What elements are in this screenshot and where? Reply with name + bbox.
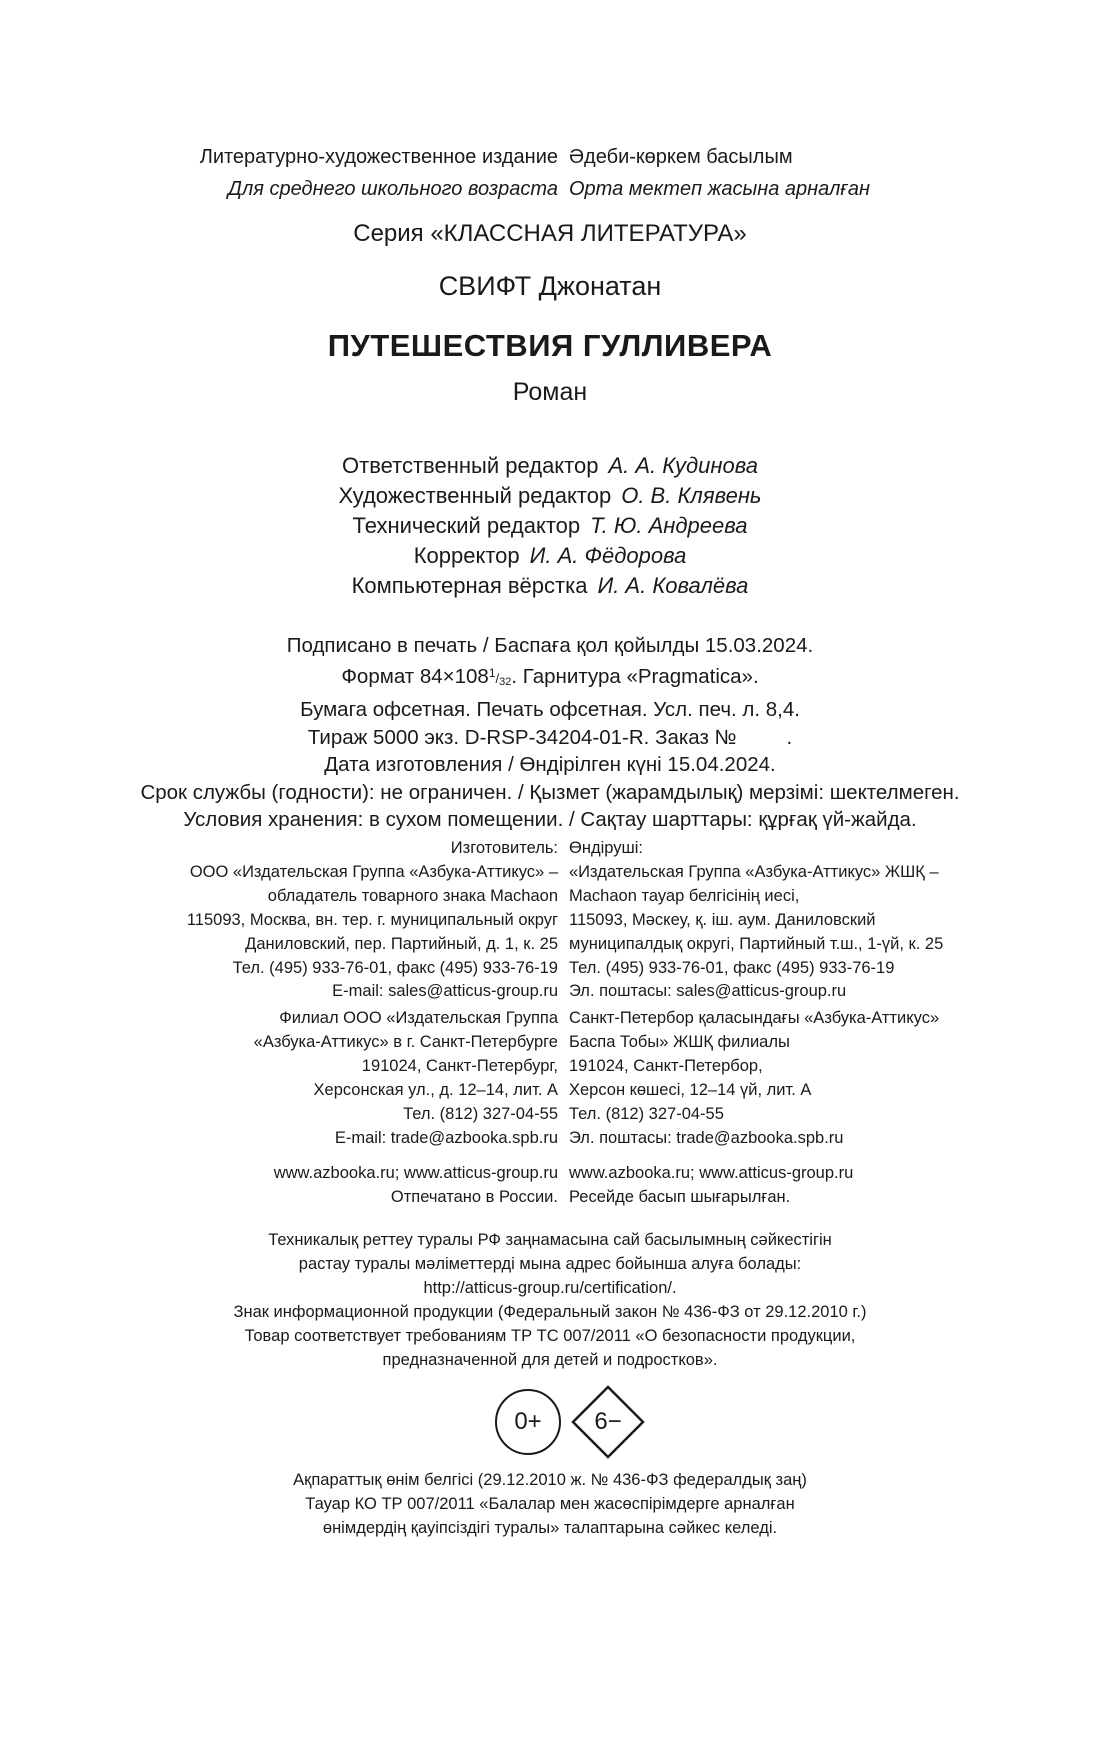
info-line: өнімдердің қауіпсіздігі туралы» талаптарына сәйкес келеді. [322, 1519, 778, 1537]
branch-line: Филиал ООО «Издательская Группа [279, 1009, 558, 1027]
format-text: Формат 84×108 [341, 664, 489, 688]
print-run-text: Тираж 5000 экз. D-RSP-34204-01-R. Заказ № [307, 725, 737, 749]
age-group-row [0, 173, 1100, 205]
info-line: Тауар КО ТР 007/2011 «Балалар мен жасөспірімдерге арналған [305, 1495, 795, 1513]
age-group-kz: Орта мектеп жасына арналған [569, 178, 871, 200]
branch-block [0, 1007, 1100, 1150]
editor-person: О. В. Клявень [621, 483, 762, 508]
web-block [0, 1162, 1100, 1210]
editor-role: Художественный редактор [338, 483, 612, 508]
manufacturer-ru [0, 837, 569, 1004]
certification-line: растау туралы мәліметтерді мына адрес бойынша алуға болады: [298, 1255, 802, 1273]
branch-ru [0, 1007, 569, 1150]
editor-person: Т. Ю. Андреева [590, 513, 748, 538]
branch-email: E-mail: trade@azbooka.spb.ru [334, 1128, 558, 1147]
website-links: www.azbooka.ru; www.atticus-group.ru [569, 1164, 854, 1182]
author-name: СВИФТ Джонатан [438, 271, 662, 301]
branch-line: Тел. (812) 327-04-55 [569, 1104, 724, 1123]
diamond-label: 6− [594, 1408, 622, 1435]
branch-line: «Азбука-Аттикус» в г. Санкт-Петербурге [253, 1032, 558, 1051]
editor-person: А. А. Кудинова [608, 453, 758, 478]
format-denominator: 32 [499, 675, 512, 688]
info-line: Товар соответствует требованиям ТР ТС 007/2011 «О безопасности продукции, [244, 1327, 856, 1345]
editor-role: Технический редактор [352, 513, 581, 538]
editor-person: И. А. Фёдорова [529, 543, 687, 568]
editor-role: Компьютерная вёрстка [351, 573, 588, 598]
editor-role: Корректор [413, 543, 520, 568]
format-line [0, 660, 1100, 697]
printed-in: Отпечатано в России. [390, 1187, 558, 1206]
manufacturer-kz [569, 837, 1100, 1004]
editor-role: Ответственный редактор [342, 453, 599, 478]
edition-type-ru: Литературно-художественное издание [199, 146, 558, 168]
branch-line: Тел. (812) 327-04-55 [403, 1104, 558, 1123]
manufacturer-line: 115093, Мәскеу, қ. іш. аум. Даниловский [569, 910, 876, 929]
manufacturer-line: Изготовитель: [450, 839, 558, 857]
age-rating-diamond [570, 1384, 646, 1460]
print-run-line [0, 724, 1100, 752]
book-title: ПУТЕШЕСТВИЯ ГУЛЛИВЕРА [327, 328, 773, 363]
format-fraction: $^1/_{32}$ [488, 665, 512, 688]
branch-line: Херсон көшесі, 12–14 үй, лит. А [569, 1080, 812, 1099]
web-ru [0, 1162, 569, 1210]
branch-email: Эл. поштасы: trade@azbooka.spb.ru [569, 1128, 844, 1147]
info-product-kz [0, 1468, 1100, 1540]
edition-type-kz: Әдеби-көркем басылым [569, 146, 793, 168]
manufacture-date: Дата изготовления / Өндірілген күні 15.04.2024. [324, 753, 776, 776]
editor-line [0, 571, 1100, 601]
age-rating-circle: 0+ [495, 1389, 561, 1455]
technical-info [0, 632, 1100, 834]
info-product-ru [0, 1300, 1100, 1372]
editors-list [0, 451, 1100, 601]
age-rating-marks [495, 1384, 665, 1464]
branch-line: 191024, Санкт-Петербург, [361, 1056, 558, 1075]
editor-line [0, 481, 1100, 511]
branch-line: Санкт-Петербор қаласындағы «Азбука-Аттикус» [569, 1009, 940, 1027]
service-life: Срок службы (годности): не ограничен. / Қызмет (жарамдылық) мерзімі: шектелмеген. [140, 780, 960, 804]
info-line: Ақпараттық өнім белгісі (29.12.2010 ж. № 436-ФЗ федералдық заң) [293, 1471, 807, 1489]
manufacturer-line: ООО «Издательская Группа «Азбука-Аттикус» – [189, 862, 558, 881]
branch-line: Баспа Тобы» ЖШҚ филиалы [569, 1032, 790, 1051]
manufacturer-line: обладатель товарного знака Machaon [267, 886, 558, 905]
info-line: Знак информационной продукции (Федеральный закон № 436-ФЗ от 29.12.2010 г.) [233, 1303, 867, 1321]
paper-line: Бумага офсетная. Печать офсетная. Усл. печ. л. 8,4. [300, 698, 800, 721]
website-links: www.azbooka.ru; www.atticus-group.ru [273, 1164, 558, 1182]
age-group-ru: Для среднего школьного возраста [227, 178, 558, 200]
format-numerator: 1 [488, 665, 496, 680]
manufacturer-line: муниципалдық округі, Партийный т.ш., 1-үй, к. 25 [569, 934, 944, 953]
series-name: Серия «КЛАССНАЯ ЛИТЕРАТУРА» [353, 220, 747, 247]
web-kz [569, 1162, 1100, 1210]
genre: Роман [512, 378, 588, 406]
manufacturer-line: Тел. (495) 933-76-01, факс (495) 933-76-19 [569, 958, 895, 977]
edition-type-row [0, 141, 1100, 173]
certification-url: http://atticus-group.ru/certification/. [423, 1279, 677, 1297]
storage-conditions: Условия хранения: в сухом помещении. / Сақтау шарттары: құрғақ үй-жайда. [183, 808, 917, 831]
manufacturer-line: «Издательская Группа «Азбука-Аттикус» ЖШҚ – [569, 862, 939, 881]
branch-kz [569, 1007, 1100, 1150]
certification-line: Техникалық реттеу туралы РФ заңнамасына сай басылымның сәйкестігін [268, 1231, 832, 1249]
manufacturer-line: Тел. (495) 933-76-01, факс (495) 933-76-19 [232, 958, 558, 977]
manufacturer-block [0, 837, 1100, 1004]
editor-person: И. А. Ковалёва [597, 573, 749, 598]
signed-date: Подписано в печать / Баспаға қол қойылды 15.03.2024. [286, 634, 814, 657]
manufacturer-line: Machaon тауар белгісінің иесі, [569, 886, 800, 905]
editor-line [0, 541, 1100, 571]
branch-line: 191024, Санкт-Петербор, [569, 1056, 763, 1075]
editor-line [0, 511, 1100, 541]
info-line: предназначенной для детей и подростков». [382, 1351, 718, 1369]
editor-line [0, 451, 1100, 481]
typeface-text: . Гарнитура «Pragmatica». [511, 664, 759, 688]
manufacturer-line: Даниловский, пер. Партийный, д. 1, к. 25 [245, 934, 558, 953]
manufacturer-line: 115093, Москва, вн. тер. г. муниципальный округ [186, 910, 558, 929]
branch-line: Херсонская ул., д. 12–14, лит. А [313, 1080, 558, 1099]
manufacturer-email: Эл. поштасы: sales@atticus-group.ru [569, 982, 847, 1001]
manufacturer-line: Өндіруші: [569, 839, 643, 857]
print-run-end: . [786, 725, 793, 749]
printed-in: Ресейде басып шығарылған. [569, 1187, 791, 1206]
certification-note [0, 1228, 1100, 1300]
manufacturer-email: E-mail: sales@atticus-group.ru [332, 982, 558, 1001]
